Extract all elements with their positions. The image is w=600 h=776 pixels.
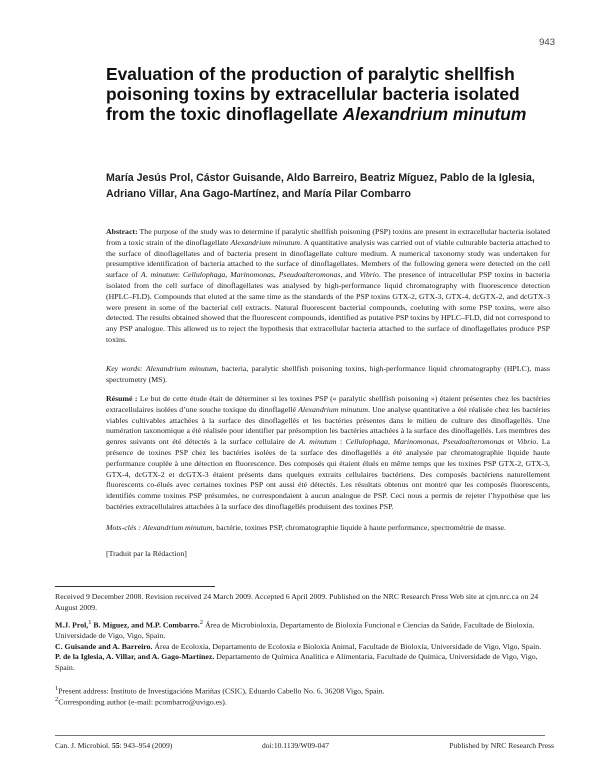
abstract-label: Abstract: [106, 227, 138, 236]
resume-text: . La présence de toxines PSP chez les bactéries isolées de la surface des dinoflagellés a été analysée par chromatographie liquide haute performance couplée à une détection en fluorescence. Des composés qui étaient élués en même temps que les toxines PSP GTX-2, GTX-3, GTX-4, dcGTX-2 et dcGTX-3 étaient présents dans quelques extraits cellulaires bactériens. Des composés bactériens naturellement fluorescents co-élués avec certaines toxines PSP ont aussi été détectés. Les résultats obtenus ont montré que les composés fluorescents, identifiés comme toxines PSP présumées, ne correspondaient à aucun analogue de PSP. Ceci nous a permis de rejeter l’hypothèse que les bactéries extracellulaires attachées à la surface des dinoflagellés produisent des toxines PSP. [106, 437, 550, 511]
affiliation-sup: 2 [199, 619, 203, 626]
affiliation-names: P. de la Iglesia, A. Villar, and A. Gago-Martínez. [55, 652, 215, 662]
resume-genus: Vibrio [516, 437, 537, 447]
resume-genera: Cellulophaga, Marinomonas, Pseudoalteromonas [345, 437, 505, 447]
resume-text: . Une analyse quantitative a été réalisée chez les bactéries viables cultivables attachées à la surface des dinoflagellés et les bactéries présentes dans le milieu de culture des dinoflagellés. Une numération taxonomique a été réalisée pour identifier par présomption les bactéries attachées à la surface des dinoflagellés. Les membres des genres suivants ont été détectés à la surface cellulaire de [106, 404, 551, 447]
resume-text: Le but de cette étude était de déterminer si les toxines PSP (« paralytic shellfish poisoning ») étaient présentes chez les bactéries extracellulaires isolées d’une souche toxique du dinoflagellé [106, 394, 550, 414]
footnote-number: 1 [55, 685, 59, 692]
footnote-text: Corresponding author (e-mail: pcombarro@uvigo.es). [58, 697, 227, 707]
resume-text: : [336, 437, 346, 447]
article-title [106, 64, 546, 124]
mots-cles [106, 523, 550, 534]
affiliation-text: Área de Microbioloxía, Departamento de Bioloxía Funcional e Ciencias da Saúde, Facultade de Bioloxía, Universidade de Vigo, Vigo, Spain. [55, 620, 535, 641]
footnote-corresponding [55, 695, 555, 708]
affiliation [55, 642, 555, 653]
abstract-text: . The presence of intracellular PSP toxins in bacteria isolated from the cell surface of dinoflagellates was analysed by high-performance liquid chromatography with fluorescence detection (HPLC–FLD). Compounds that eluted at the same time as the standards of the PSP toxins GTX-2, GTX-3, GTX-4, dcGTX-2, and dcGTX-3 were present in some of the bacterial cell extracts. Natural fluorescent bacterial compounds, coeluting with some PSP toxins, were also detected. The results obtained showed that the fluorescent compounds, identified as putative PSP toxins by HPLC–FLD, did not correspond to any PSP analogue. This allowed us to reject the hypothesis that extracellular bacteria attached to the surface of dinoflagellates produce PSP toxins. [106, 270, 551, 344]
abstract-text: : [177, 270, 183, 280]
translation-note: [Traduit par la Rédaction] [106, 549, 187, 558]
journal-reference [55, 741, 172, 750]
publisher: Published by NRC Research Press [449, 741, 554, 750]
abstract-species: Alexandrium minutum [230, 237, 301, 247]
resume-species: A. minutum [298, 437, 337, 447]
affiliation-names: M.J. Prol, [55, 620, 89, 630]
received-dates: Received 9 December 2008. Revision received 24 March 2009. Accepted 6 April 2009. Published on the NRC Research Press Web site at cjm.nrc.ca on 24 August 2009. [55, 592, 539, 612]
keywords [106, 364, 550, 386]
resume [106, 394, 550, 513]
mots-cles-label: Mots-clés : [106, 523, 141, 532]
footnote-number: 2 [55, 696, 59, 703]
title-species: Alexandrium minutum [342, 104, 527, 124]
mots-cles-text: , bactérie, toxines PSP, chromatographie liquide à haute performance, spectrométrie de masse. [212, 523, 506, 532]
affiliation-text: Área de Ecoloxía, Departamento de Ecoloxía e Bioloxía Animal, Facultade de Bioloxía, Universidade de Vigo, Vigo, Spain. [152, 641, 542, 651]
journal-pages: : 943–954 (2009) [119, 741, 173, 750]
affiliation-names: B. Míguez, and M.P. Combarro. [91, 620, 200, 630]
abstract-genera: Cellulophaga, Marinomonas, Pseudoalteromonas [182, 270, 341, 280]
journal-volume: 55 [111, 741, 120, 750]
resume-text: et [504, 437, 517, 447]
keywords-label: Key words: [106, 364, 143, 373]
affiliation [55, 618, 555, 642]
footnote-divider [55, 586, 215, 587]
mots-cles-species: Alexandrium minutum [142, 523, 213, 532]
footnote-text: Present address: Instituto de Investigacións Mariñas (CSIC), Eduardo Cabello No. 6, 36208 Vigo, Spain. [58, 686, 385, 696]
affiliation-sup: 1 [88, 619, 92, 626]
abstract-text: The purpose of the study was to determine if paralytic shellfish poisoning (PSP) toxins are present in extracellular bacteria isolated from a toxic strain of the dinoflagellate [106, 227, 550, 247]
abstract-text: , and [340, 270, 360, 280]
keywords-species: Alexandrium minutum [145, 364, 217, 373]
abstract-species: A. minutum [140, 270, 178, 280]
footer-rule [55, 735, 545, 736]
affiliation-names: C. Guisande and A. Barreiro. [55, 641, 153, 651]
journal-name: Can. J. Microbiol. [55, 741, 112, 750]
resume-label: Résumé : [106, 394, 138, 403]
affiliations [55, 618, 555, 674]
author-list: María Jesús Prol, Cástor Guisande, Aldo Barreiro, Beatriz Míguez, Pablo de la Iglesia, Adriano Villar, Ana Gago-Martínez, and María Pilar Combarro [106, 172, 535, 200]
abstract-genus: Vibrio [359, 270, 379, 280]
keywords-text: , bacteria, paralytic shellfish poisoning toxins, high-performance liquid chromatography (HPLC), mass spectrometry (MS). [106, 364, 550, 384]
resume-species: Alexandrium minutum [298, 404, 368, 414]
doi: doi:10.1139/W09-047 [262, 741, 330, 750]
page-number: 943 [539, 37, 555, 48]
title-main: Evaluation of the production of paralytic shellfish poisoning toxins by extracellular bacteria isolated from the toxic dinoflagellate [106, 64, 520, 124]
abstract [106, 227, 550, 346]
affiliation-text: Departamento de Química Analítica e Alimentaria, Facultade de Química, Universidade de Vigo, Vigo, Spain. [55, 652, 538, 672]
abstract-text: . A quantitative analysis was carried out of viable culturable bacteria attached to the surface of dinoflagellates and of bacteria present in dinoflagellate culture medium. A numerical taxonomy study was undertaken for presumptive identification of bacteria attached to the surface of dinoflagellates. Members of the following genera were detected on the cell surface of [106, 237, 550, 280]
affiliation [55, 652, 555, 673]
